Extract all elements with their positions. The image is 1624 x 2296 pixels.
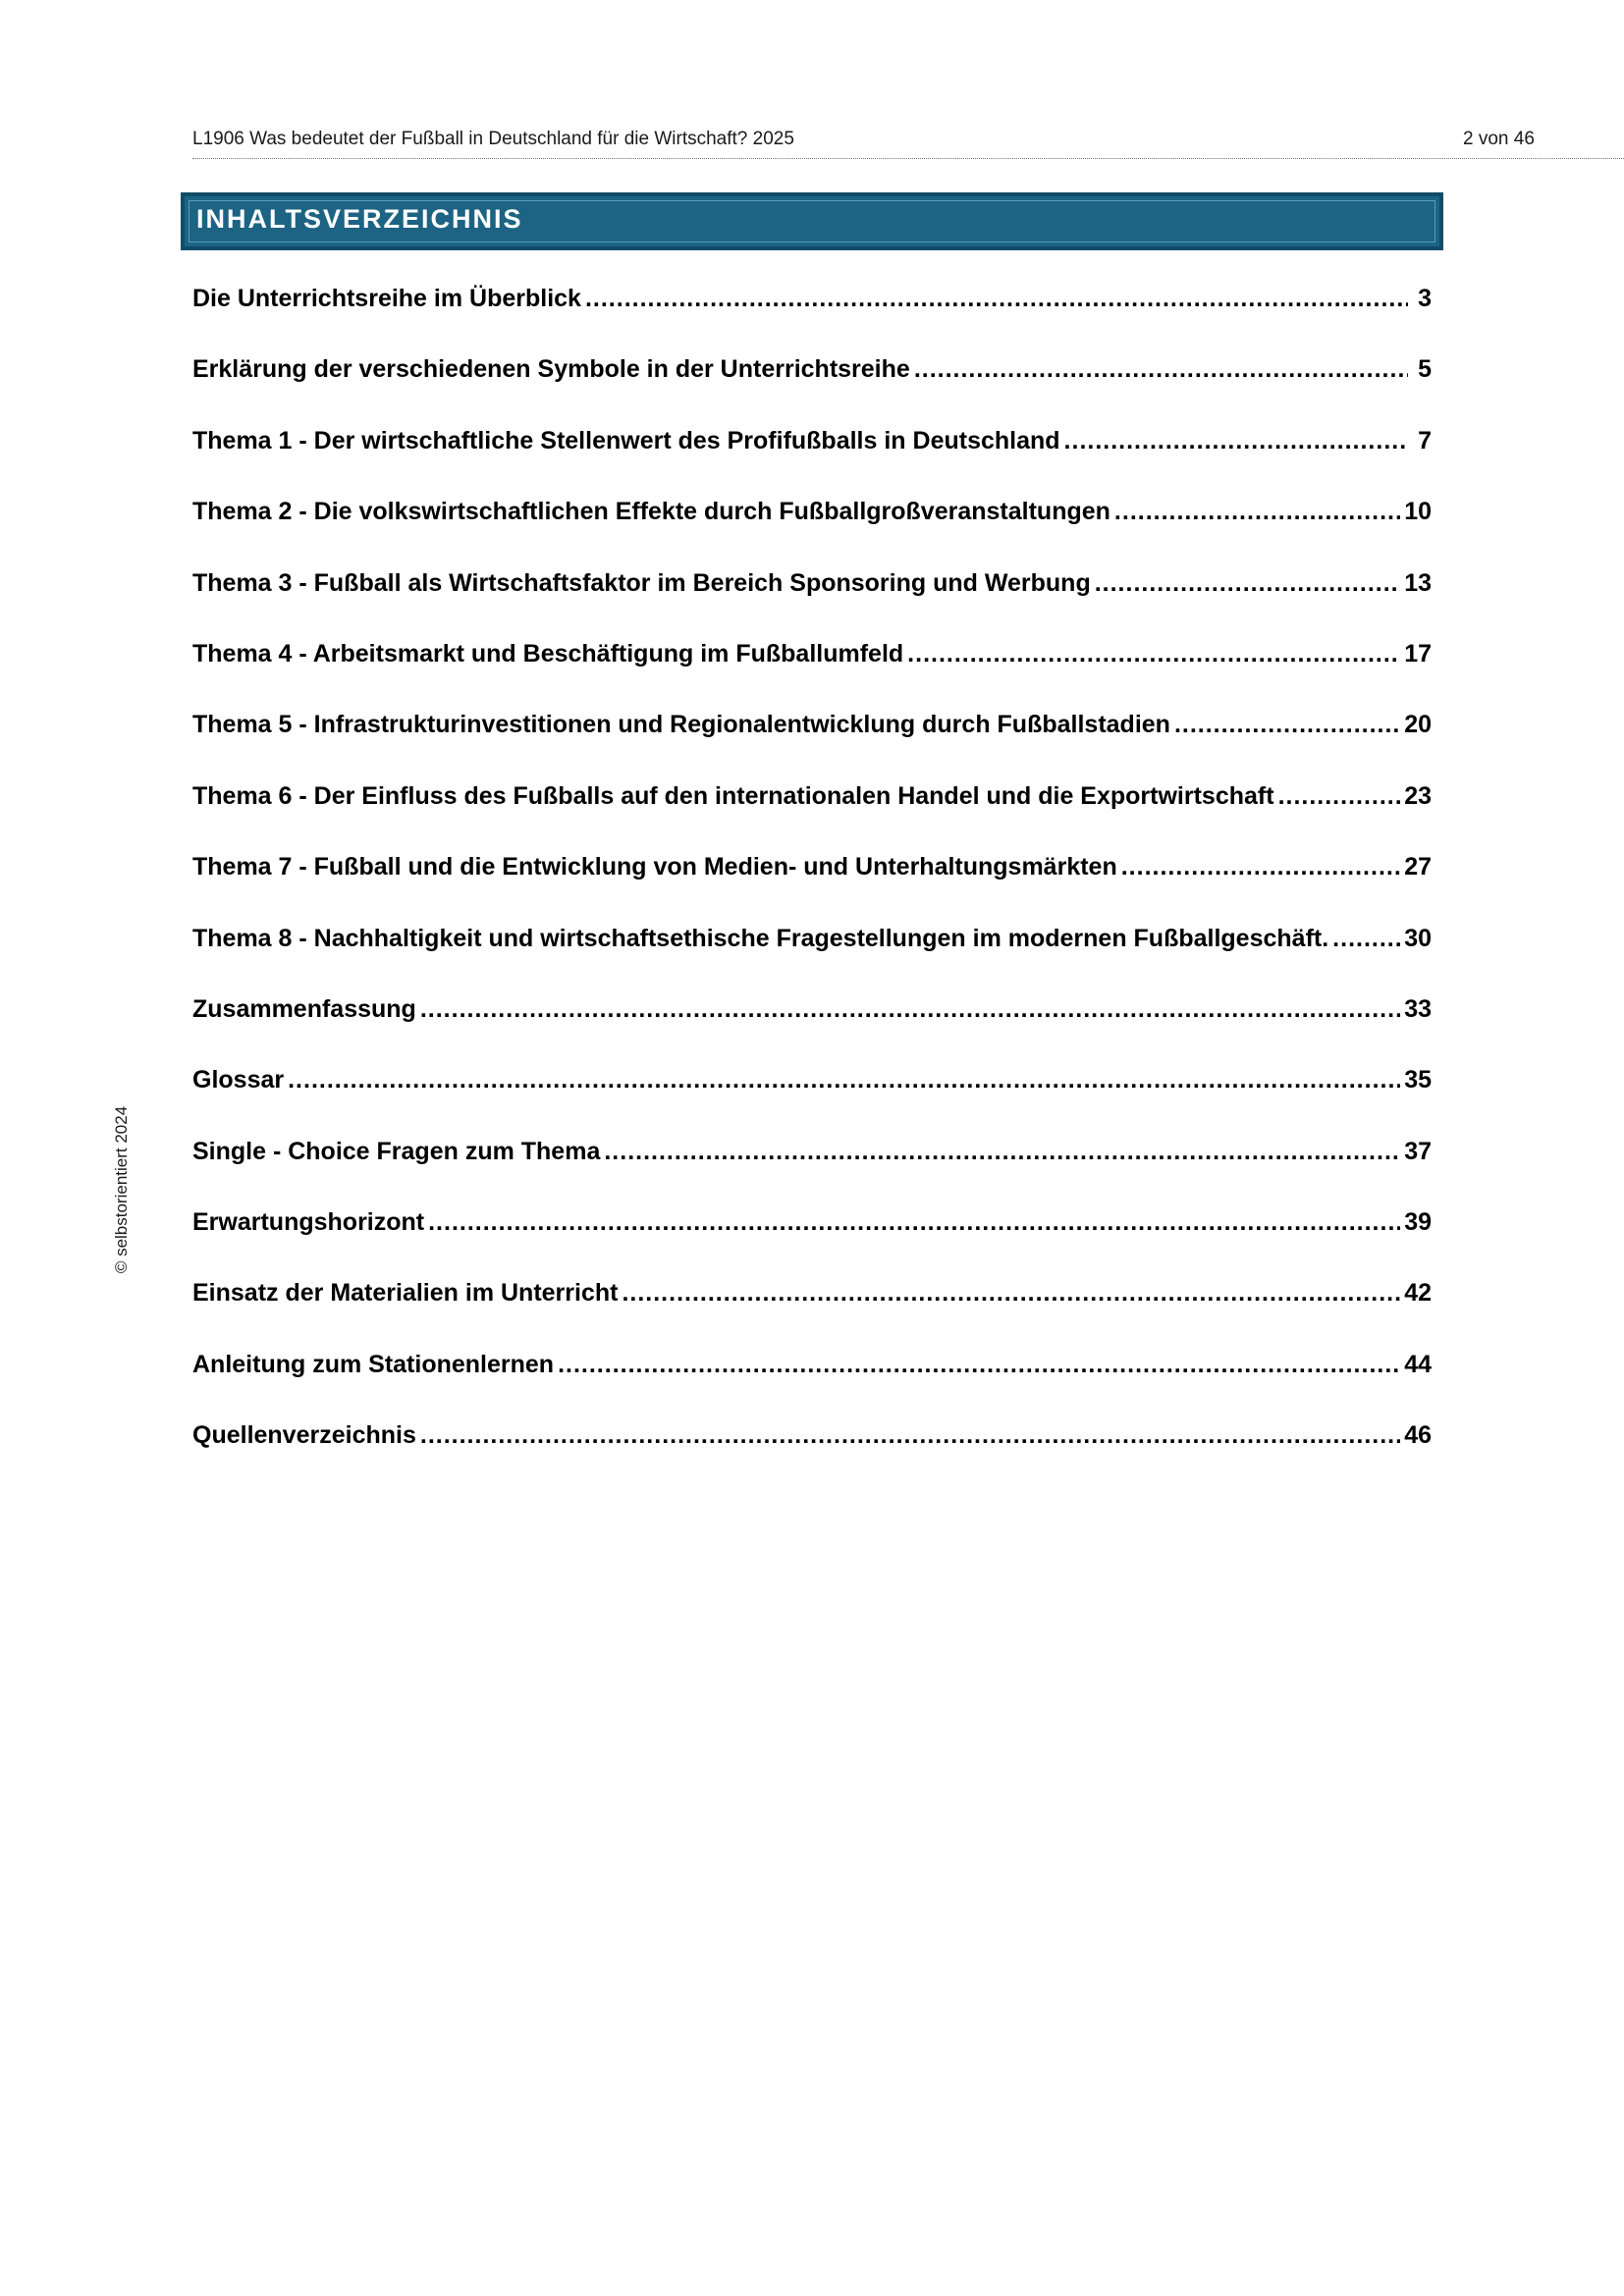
toc-entry-page: 13 bbox=[1404, 568, 1432, 597]
toc-entry[interactable] bbox=[192, 427, 1432, 498]
copyright-note: © selbstorientiert 2024 bbox=[112, 1105, 131, 1274]
toc-entry[interactable] bbox=[192, 995, 1432, 1066]
toc-entry[interactable] bbox=[192, 1208, 1432, 1279]
toc-entry-label: Thema 6 - Der Einfluss des Fußballs auf den internationalen Handel und die Exportwirtschaft bbox=[192, 781, 1274, 810]
toc-list bbox=[192, 285, 1432, 1493]
toc-entry-label: Thema 1 - Der wirtschaftliche Stellenwert des Profifußballs in Deutschland bbox=[192, 426, 1060, 454]
toc-entry-page: 7 bbox=[1418, 426, 1432, 454]
toc-entry[interactable] bbox=[192, 853, 1432, 924]
toc-entry[interactable] bbox=[192, 1279, 1432, 1350]
toc-entry-page: 44 bbox=[1404, 1350, 1432, 1378]
toc-entry-page: 46 bbox=[1404, 1421, 1432, 1450]
toc-entry-page: 30 bbox=[1404, 924, 1432, 952]
toc-dot-leader bbox=[1121, 853, 1400, 881]
toc-entry[interactable] bbox=[192, 1066, 1432, 1137]
toc-dot-leader bbox=[558, 1351, 1400, 1379]
toc-entry-page: 5 bbox=[1418, 355, 1432, 384]
toc-entry-page: 39 bbox=[1404, 1208, 1432, 1237]
toc-entry-label: Anleitung zum Stationenlernen bbox=[192, 1350, 555, 1378]
toc-entry-page: 37 bbox=[1404, 1137, 1432, 1165]
toc-entry[interactable] bbox=[192, 498, 1432, 568]
toc-entry-label: Thema 2 - Die volkswirtschaftlichen Effekte durch Fußballgroßveranstaltungen bbox=[192, 498, 1110, 526]
document-title: L1906 Was bedeutet der Fußball in Deutschland für die Wirtschaft? 2025 bbox=[192, 129, 794, 149]
page-header bbox=[192, 126, 1624, 159]
toc-dot-leader bbox=[1095, 569, 1400, 598]
toc-dot-leader bbox=[288, 1066, 1400, 1095]
toc-dot-leader bbox=[428, 1208, 1400, 1237]
toc-entry-page: 42 bbox=[1404, 1279, 1432, 1308]
toc-entry-page: 3 bbox=[1418, 285, 1432, 312]
toc-entry-label: Thema 5 - Infrastrukturinvestitionen und Regionalentwicklung durch Fußballstadien bbox=[192, 711, 1170, 739]
toc-entry[interactable] bbox=[192, 569, 1432, 640]
toc-entry-page: 17 bbox=[1404, 639, 1432, 667]
toc-entry-label: Die Unterrichtsreihe im Überblick bbox=[192, 285, 581, 312]
toc-entry-page: 35 bbox=[1404, 1066, 1432, 1095]
toc-entry-label: Glossar bbox=[192, 1066, 285, 1095]
toc-entry[interactable] bbox=[192, 925, 1432, 995]
toc-entry-page: 20 bbox=[1404, 711, 1432, 739]
toc-entry-page: 27 bbox=[1404, 853, 1432, 881]
toc-entry-label: Erklärung der verschiedenen Symbole in der Unterrichtsreihe bbox=[192, 355, 910, 384]
toc-entry-label: Einsatz der Materialien im Unterricht bbox=[192, 1279, 619, 1308]
toc-dot-leader bbox=[604, 1138, 1400, 1166]
toc-entry[interactable] bbox=[192, 1421, 1432, 1492]
toc-entry[interactable] bbox=[192, 640, 1432, 711]
toc-entry-page: 10 bbox=[1404, 498, 1432, 526]
toc-entry-label: Thema 7 - Fußball und die Entwicklung von Medien- und Unterhaltungsmärkten bbox=[192, 853, 1117, 881]
toc-entry-label: Thema 4 - Arbeitsmarkt und Beschäftigung im Fußballumfeld bbox=[192, 639, 904, 667]
toc-dot-leader bbox=[420, 995, 1400, 1024]
toc-dot-leader bbox=[1114, 498, 1400, 526]
toc-entry-label: Thema 3 - Fußball als Wirtschaftsfaktor im Bereich Sponsoring und Werbung bbox=[192, 568, 1091, 597]
toc-dot-leader bbox=[914, 355, 1408, 384]
toc-heading-banner bbox=[181, 192, 1443, 250]
toc-entry[interactable] bbox=[192, 285, 1432, 355]
toc-dot-leader bbox=[1332, 925, 1400, 953]
toc-entry[interactable] bbox=[192, 355, 1432, 426]
toc-title: INHALTSVERZEICHNIS bbox=[196, 204, 523, 234]
toc-dot-leader bbox=[585, 285, 1408, 313]
toc-dot-leader bbox=[1278, 782, 1401, 811]
toc-entry[interactable] bbox=[192, 1351, 1432, 1421]
toc-entry-page: 23 bbox=[1404, 781, 1432, 810]
toc-entry[interactable] bbox=[192, 782, 1432, 853]
toc-dot-leader bbox=[1174, 711, 1400, 739]
toc-dot-leader bbox=[622, 1279, 1400, 1308]
toc-dot-leader bbox=[420, 1421, 1400, 1450]
toc-entry-label: Erwartungshorizont bbox=[192, 1208, 425, 1237]
toc-entry[interactable] bbox=[192, 711, 1432, 781]
toc-dot-leader bbox=[907, 640, 1400, 668]
toc-entry-page: 33 bbox=[1404, 994, 1432, 1023]
page-number: 2 von 46 bbox=[1463, 129, 1535, 149]
toc-entry[interactable] bbox=[192, 1138, 1432, 1208]
toc-entry-label: Quellenverzeichnis bbox=[192, 1421, 416, 1450]
toc-entry-label: Zusammenfassung bbox=[192, 994, 416, 1023]
toc-dot-leader bbox=[1064, 427, 1408, 455]
toc-entry-label: Thema 8 - Nachhaltigkeit und wirtschaftsethische Fragestellungen im modernen Fußballgeschäft. bbox=[192, 924, 1329, 952]
toc-entry-label: Single - Choice Fragen zum Thema bbox=[192, 1137, 601, 1165]
